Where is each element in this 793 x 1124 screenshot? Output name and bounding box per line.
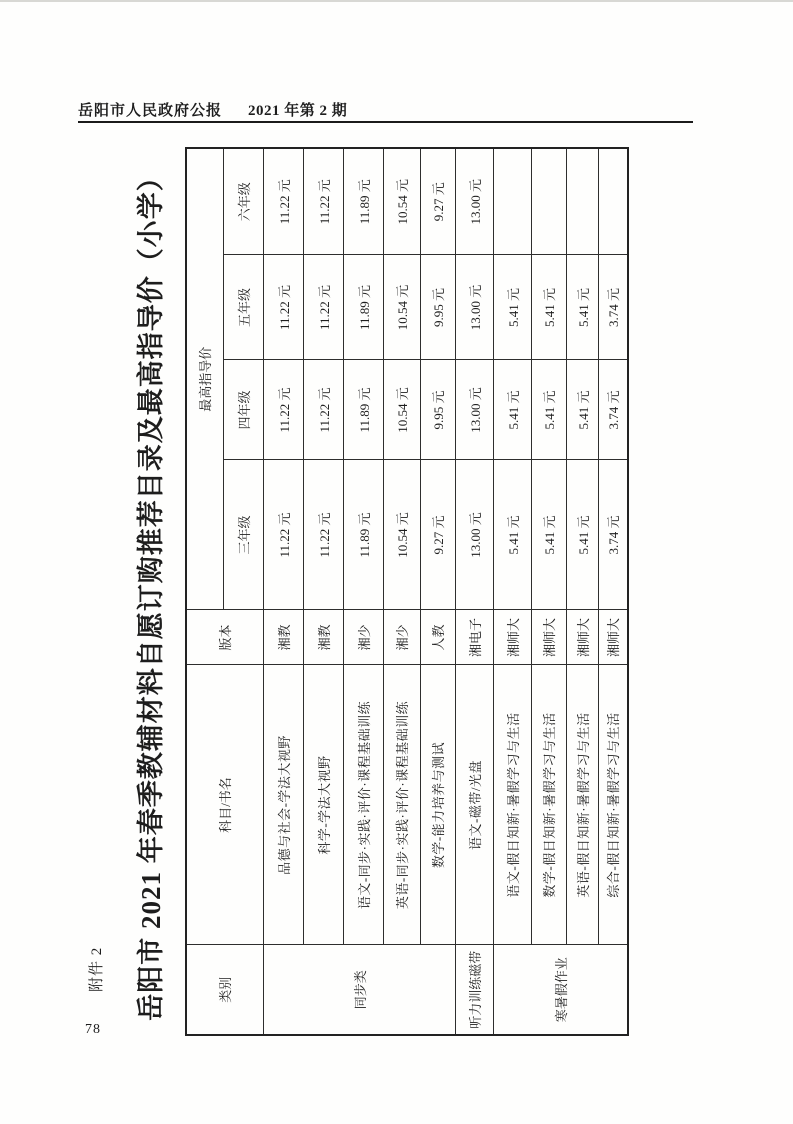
book-cell: 数学-能力培养与测试: [420, 665, 455, 945]
edition-cell: 湘少: [383, 610, 420, 665]
price-cell: 11.22 元: [303, 148, 343, 255]
price-cell: 13.00 元: [455, 460, 493, 610]
rotated-attachment-block: [75, 142, 640, 1042]
price-cell: 11.89 元: [343, 460, 383, 610]
price-cell: [493, 148, 531, 255]
price-cell: 11.22 元: [263, 255, 303, 360]
price-cell: 3.74 元: [598, 460, 628, 610]
edition-cell: 湘师大: [531, 610, 566, 665]
price-cell: 9.95 元: [420, 255, 455, 360]
attachment-label: 附件 2: [89, 946, 105, 992]
book-cell: 品德与社会-学法大视野: [263, 665, 303, 945]
price-cell: [531, 148, 566, 255]
header-grade-6: 六年级: [223, 148, 263, 255]
price-cell: 10.54 元: [383, 255, 420, 360]
header-grade-4: 四年级: [223, 360, 263, 460]
price-cell: 5.41 元: [493, 460, 531, 610]
price-cell: 5.41 元: [566, 255, 598, 360]
edition-cell: 湘电子: [455, 610, 493, 665]
table-header: [186, 148, 263, 1035]
price-cell: 10.54 元: [383, 360, 420, 460]
price-cell: 5.41 元: [531, 255, 566, 360]
header-subject-book: 科目/书名: [186, 665, 263, 945]
price-cell: 13.00 元: [455, 360, 493, 460]
table-row: [343, 148, 383, 1035]
price-cell: 5.41 元: [531, 360, 566, 460]
header-max-price: 最高指导价: [186, 148, 223, 610]
price-cell: 9.27 元: [420, 148, 455, 255]
gazette-issue: 2021 年第 2 期: [248, 103, 348, 119]
price-cell: 11.22 元: [263, 360, 303, 460]
edition-cell: 湘教: [303, 610, 343, 665]
table-row: [455, 148, 493, 1035]
book-cell: 综合-假日知新·暑假学习与生活: [598, 665, 628, 945]
price-cell: 11.22 元: [303, 360, 343, 460]
price-cell: 11.22 元: [303, 255, 343, 360]
table-row: [420, 148, 455, 1035]
book-cell: 英语-同步·实践·评价·课程基础训练: [383, 665, 420, 945]
book-cell: 语文-同步·实践·评价·课程基础训练: [343, 665, 383, 945]
table-row: [303, 148, 343, 1035]
header-category: 类别: [186, 945, 263, 1035]
category-cell: 听力训练磁带: [455, 945, 493, 1035]
price-cell: 11.22 元: [263, 460, 303, 610]
price-cell: 13.00 元: [455, 148, 493, 255]
price-cell: 3.74 元: [598, 255, 628, 360]
book-cell: 科学-学法大视野: [303, 665, 343, 945]
page-number: 78: [85, 1022, 101, 1037]
edition-cell: 人教: [420, 610, 455, 665]
edition-cell: 湘师大: [566, 610, 598, 665]
price-cell: [566, 148, 598, 255]
price-cell: 13.00 元: [455, 255, 493, 360]
price-cell: 11.89 元: [343, 360, 383, 460]
price-cell: 11.22 元: [263, 148, 303, 255]
table-row: [598, 148, 628, 1035]
table-row: [566, 148, 598, 1035]
book-cell: 数学-假日知新·暑假学习与生活: [531, 665, 566, 945]
edition-cell: 湘少: [343, 610, 383, 665]
category-cell: 同步类: [263, 945, 455, 1035]
gazette-title: 岳阳市人民政府公报: [78, 103, 223, 119]
price-cell: 5.41 元: [566, 360, 598, 460]
table-body: [263, 148, 628, 1035]
price-cell: 11.89 元: [343, 148, 383, 255]
edition-cell: 湘教: [263, 610, 303, 665]
table-row: [263, 148, 303, 1035]
edition-cell: 湘师大: [598, 610, 628, 665]
price-cell: 5.41 元: [531, 460, 566, 610]
header-row-1: [186, 148, 223, 1035]
price-cell: [598, 148, 628, 255]
price-cell: 3.74 元: [598, 360, 628, 460]
price-cell: 11.22 元: [303, 460, 343, 610]
header-grade-3: 三年级: [223, 460, 263, 610]
price-cell: 10.54 元: [383, 148, 420, 255]
document-title: 岳阳市 2021 年春季教辅材料自愿订购推荐目录及最高指导价（小学）: [136, 163, 166, 1021]
header-grade-5: 五年级: [223, 255, 263, 360]
book-cell: 语文-磁带/光盘: [455, 665, 493, 945]
price-cell: 5.41 元: [566, 460, 598, 610]
price-cell: 10.54 元: [383, 460, 420, 610]
table-row: [383, 148, 420, 1035]
book-cell: 英语-假日知新·暑假学习与生活: [566, 665, 598, 945]
page-header: [78, 99, 347, 120]
price-cell: 5.41 元: [493, 255, 531, 360]
table-row: [531, 148, 566, 1035]
price-cell: 5.41 元: [493, 360, 531, 460]
category-cell: 寒暑假作业: [493, 945, 628, 1035]
table-row: [493, 148, 531, 1035]
price-cell: 9.95 元: [420, 360, 455, 460]
book-cell: 语文-假日知新·暑假学习与生活: [493, 665, 531, 945]
header-rule: [78, 121, 693, 123]
attachment-content: [75, 142, 640, 1042]
edition-cell: 湘师大: [493, 610, 531, 665]
price-cell: 9.27 元: [420, 460, 455, 610]
price-cell: 11.89 元: [343, 255, 383, 360]
header-edition: 版本: [186, 610, 263, 665]
price-table: [185, 147, 629, 1036]
